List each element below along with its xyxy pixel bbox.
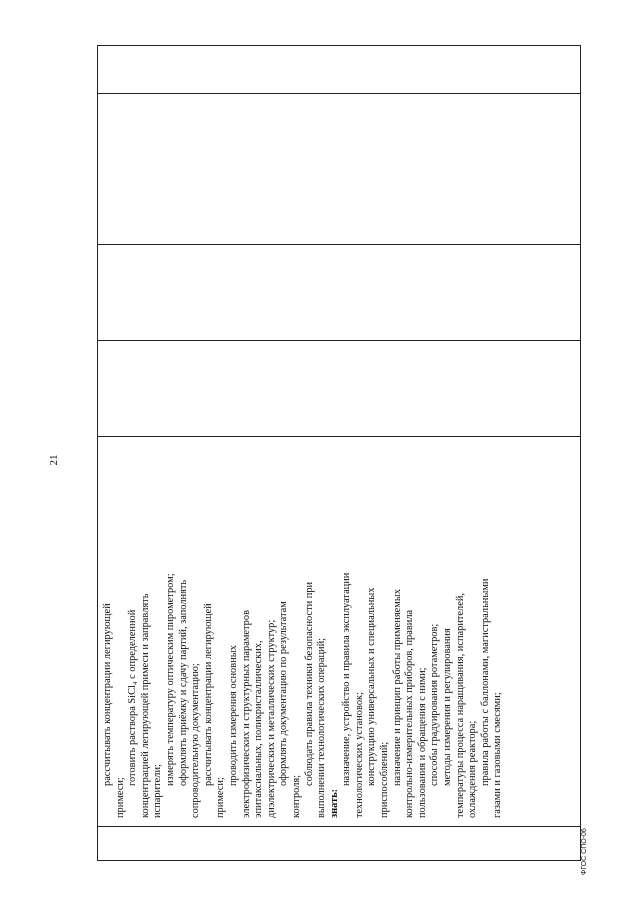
requirement-line: примеси; xyxy=(114,777,126,818)
page-number-wrap xyxy=(46,446,66,474)
requirement-line: газами и газовыми смесями; xyxy=(492,692,504,818)
table-cell-empty-3 xyxy=(98,93,581,244)
requirement-line: проводить измерения основных xyxy=(227,645,239,786)
requirement-line: диэлектрических и металлических структур; xyxy=(265,619,277,818)
table-cell-empty-2 xyxy=(98,244,581,340)
requirement-line: способы градуирования ротаметров; xyxy=(429,623,441,786)
footer-label: ФГОС СПО-06 xyxy=(581,828,588,875)
footer-wrap xyxy=(578,815,592,875)
requirement-line: методы измерения и регулирования xyxy=(442,628,454,786)
requirement-line: рассчитывать концентрации легирующей xyxy=(102,603,113,786)
requirement-line: сопроводительную документацию; xyxy=(190,663,202,818)
requirement-line: соблюдать правила техники безопасности при xyxy=(303,581,315,786)
page-number: 21 xyxy=(48,454,60,466)
requirement-line: электрофизических и структурных параметров xyxy=(240,610,252,818)
requirement-line: пользования и обращения с ними; xyxy=(416,667,428,818)
requirement-line: охлаждения реактора; xyxy=(467,720,479,818)
requirement-line: технологических установок; xyxy=(353,692,365,818)
requirement-line: оформлять документацию по результатам xyxy=(278,601,290,786)
requirement-line: концентрацией легирующей примеси и заправлять xyxy=(139,593,151,818)
requirement-line: готовить раствора SiCl₄ с определенной xyxy=(127,609,139,786)
requirement-line: оформлять приёмку и сдачу партий, заполнять xyxy=(177,579,189,786)
rotated-table-wrap xyxy=(97,46,580,861)
table-cell-empty-4 xyxy=(98,45,581,93)
requirement-line: правила работы с баллонами, магистральными xyxy=(479,578,491,786)
requirement-line: температуры процесса наращивания, испарителей, xyxy=(454,593,466,818)
requirement-line: назначение и принцип работы применяемых xyxy=(391,589,403,786)
requirement-line: выполнении технологических операций; xyxy=(316,637,328,818)
competency-table xyxy=(97,45,581,861)
requirement-line: знать: xyxy=(328,788,340,818)
requirement-line: измерять температуру оптическим пирометром; xyxy=(164,573,176,786)
requirement-line: приспособлений; xyxy=(379,741,391,818)
requirement-line: конструкцию универсальных и специальных xyxy=(366,587,378,786)
requirement-line: контрольно-измерительных приборов, правила xyxy=(404,609,416,818)
table-cell-requirements xyxy=(98,436,581,826)
requirement-line: примеси; xyxy=(215,777,227,818)
requirement-line: контроля; xyxy=(290,774,302,818)
requirement-line: рассчитывать концентрации легирующей xyxy=(202,603,214,786)
table-cell-index xyxy=(98,826,581,860)
requirement-line: эпитаксиальных, поликристаллических, xyxy=(253,640,265,818)
requirement-line: испарители; xyxy=(152,764,164,818)
requirement-line: назначение, устройство и правила эксплуатации xyxy=(341,572,353,786)
table-cell-empty-1 xyxy=(98,340,581,436)
